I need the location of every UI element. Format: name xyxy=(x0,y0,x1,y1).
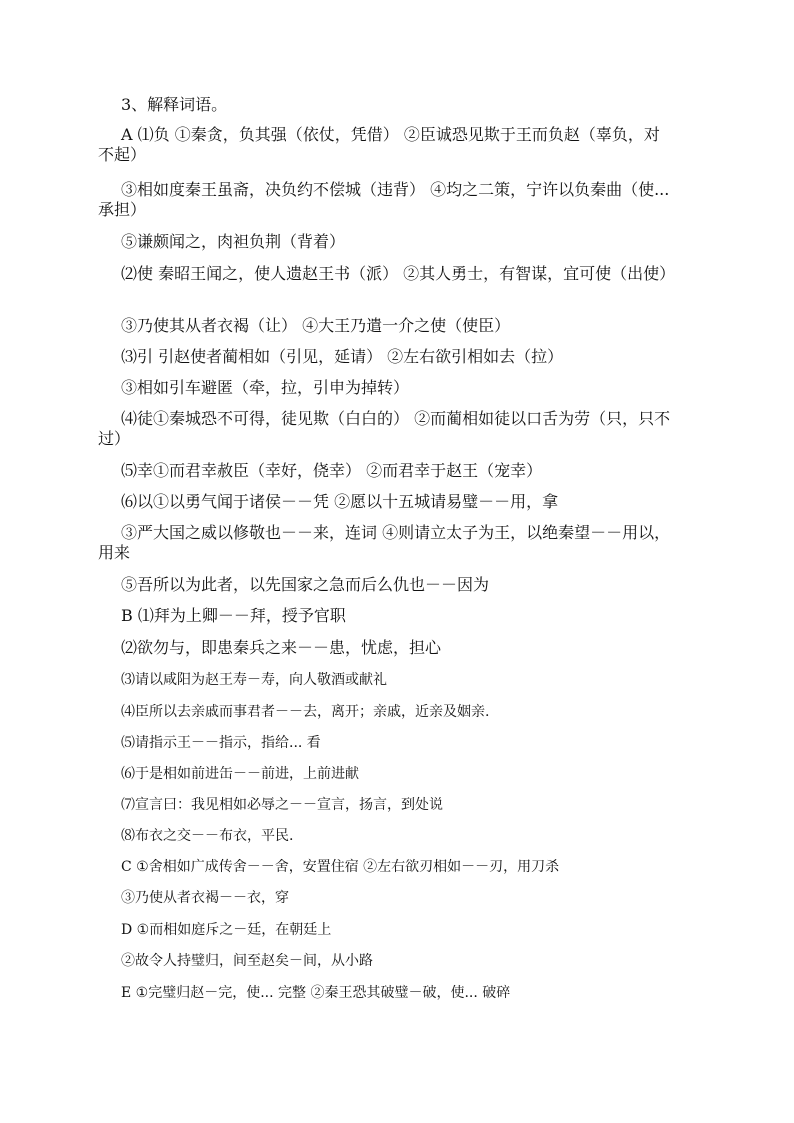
text-line: B ⑴拜为上卿－－拜，授予官职 xyxy=(121,606,346,625)
text-line: ②故令人持璧归，间至赵矣－间，从小路 xyxy=(121,953,373,969)
section-heading: 3、解释词语。 xyxy=(121,95,228,114)
text-line: ⑹以①以勇气闻于诸侯－－凭 ②愿以十五城请易璧－－用，拿 xyxy=(121,492,559,511)
text-line: ⑷臣所以去亲戚而事君者－－去，离开；亲戚，近亲及姻亲. xyxy=(121,704,490,720)
text-line: ⑹于是相如前进缶－－前进，上前进献 xyxy=(121,766,359,782)
text-line: ③相如引车避匿（牵，拉，引申为掉转） xyxy=(121,378,410,397)
text-line: E ①完璧归赵－完，使... 完整 ②秦王恐其破璧－破，使... 破碎 xyxy=(121,985,511,1001)
text-line: ③乃使从者衣褐－－衣，穿 xyxy=(121,890,289,906)
text-line: C ①舍相如广成传舍－－舍，安置住宿 ②左右欲刃相如－－刃，用刀杀 xyxy=(121,859,560,875)
text-line: ③乃使其从者衣褐（让） ④大王乃遣一介之使（使臣） xyxy=(121,316,511,335)
text-line: ⑸请指示王－－指示，指给... 看 xyxy=(121,735,321,751)
text-line: ③相如度秦王虽斋，决负约不偿城（违背） ④均之二策，宁许以负秦曲（使... 承担） xyxy=(98,180,670,219)
text-line: ⑶请以咸阳为赵王寿－寿，向人敬酒或献礼 xyxy=(121,672,387,688)
text-line: ⑶引 引赵使者蔺相如（引见，延请） ②左右欲引相如去（拉） xyxy=(121,347,564,366)
text-line: ⑵使 秦昭王闻之，使人遗赵王书（派） ②其人勇士，有智谋，宜可使（出使） xyxy=(121,264,676,283)
text-line: ③严大国之威以修敬也－－来，连词 ④则请立太子为王，以绝秦望－－用以，用来 xyxy=(98,523,671,562)
text-line: ⑤吾所以为此者，以先国家之急而后么仇也－－因为 xyxy=(121,575,490,594)
text-line: ⑺宣言曰：我见相如必辱之－－宣言，扬言，到处说 xyxy=(121,797,443,813)
text-line: ⑷徒①秦城恐不可得，徒见欺（白白的） ②而蔺相如徒以口舌为劳（只，只不过） xyxy=(98,409,671,448)
text-line: ⑸幸①而君幸赦臣（幸好，侥幸） ②而君幸于赵王（宠幸） xyxy=(121,461,543,480)
text-line: ⑤谦颇闻之，肉袒负荆（背着） xyxy=(121,232,346,251)
text-line: ⑵欲勿与，即患秦兵之来－－患，忧虑，担心 xyxy=(121,638,442,657)
text-line: D ①而相如庭斥之－廷，在朝廷上 xyxy=(121,922,332,938)
text-line: A ⑴负 ①秦贪，负其强（依仗，凭借） ②臣诚恐见欺于王而负赵（辜负，对不起） xyxy=(98,125,660,164)
text-line: ⑻布衣之交－－布衣，平民. xyxy=(121,828,294,844)
